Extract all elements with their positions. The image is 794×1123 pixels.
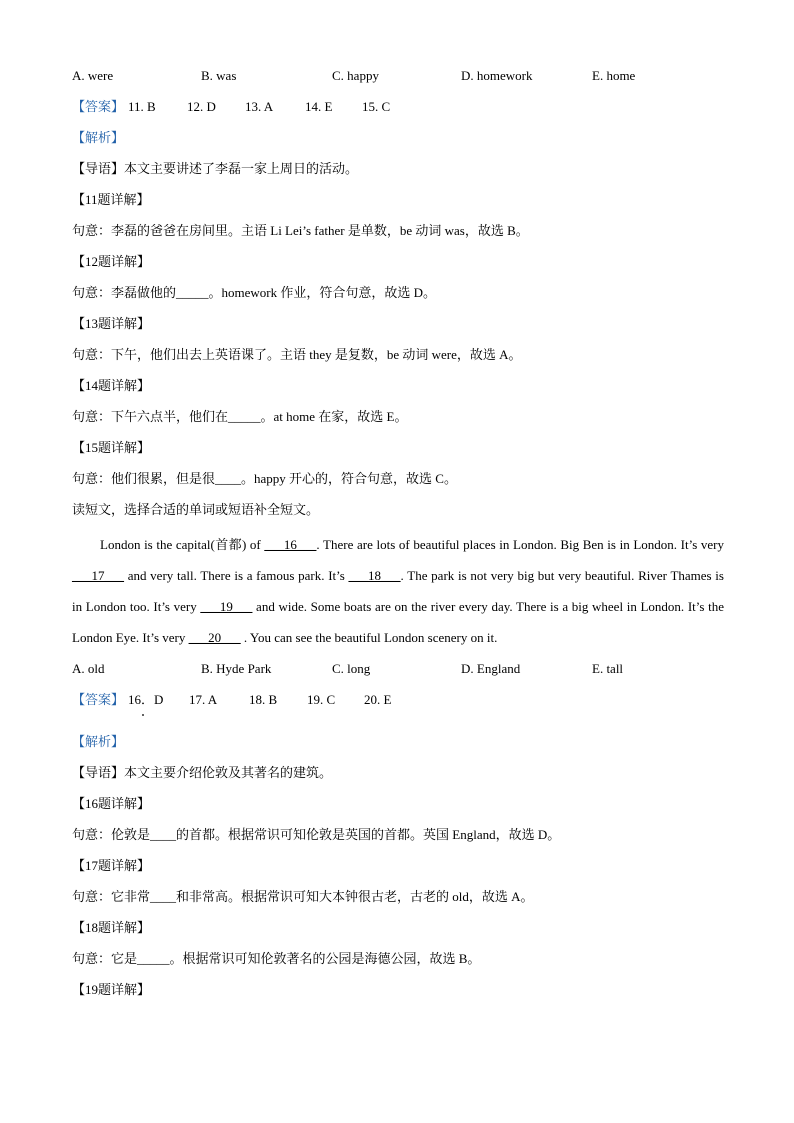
option-a: A. were [72,68,114,83]
detail-text-16 [72,825,560,845]
passage-text: . You can see the beautiful London scenery on it. [240,630,498,645]
answer-tag: 【答案】 [72,99,125,114]
detail-heading-11: 【11题详解】 [72,192,150,207]
answer-item: 14. E [305,99,333,114]
guide-line [72,763,332,783]
detail-text-15 [72,469,457,489]
detail-text-b: 。homework 作业，符合句意，故选 D。 [208,285,437,300]
detail-heading-14: 【14题详解】 [72,378,151,393]
detail-text-a: 句意：他们很累，但是很 [72,471,216,486]
answer-item: 19. C [307,692,336,707]
answer-tag: 【答案】 [72,692,125,707]
answer-item: 11. B [128,99,156,114]
detail-text-b: 。根据常识可知伦敦著名的公园是海德公园，故选 B。 [169,951,481,966]
passage-text: . The park is not very big but very beautiful. River Thames is in London too. It’s very [72,568,724,614]
blank: ____ [150,827,177,842]
detail-heading-17: 【17题详解】 [72,858,151,873]
detail-text-13: 句意：下午，他们出去上英语课了。主语 they 是复数，be 动词 were，故选 A。 [72,347,522,362]
detail-heading-15: 【15题详解】 [72,440,151,455]
blank-18: ___18___ [348,568,401,583]
answer-item: 16．D [128,692,164,707]
answer-item: 15. C [362,99,391,114]
blank: ____ [215,471,242,486]
detail-text-a: 句意：它非常 [72,889,151,904]
detail-text-a: 句意：下午六点半，他们在 [72,409,229,424]
option-e: E. tall [592,661,624,676]
detail-text-11: 句意：李磊的爸爸在房间里。主语 Li Lei’s father 是单数，be 动词 was，故选 B。 [72,223,529,238]
stray-dot [142,714,144,716]
detail-heading-13: 【13题详解】 [72,316,151,331]
option-e: E. home [592,68,636,83]
blank: _____ [176,285,209,300]
answer-item: 17. A [189,692,218,707]
guide-tag: 【导语】 [72,765,125,780]
answer-item: 12. D [187,99,216,114]
detail-text-b: 的首都。根据常识可知伦敦是英国的首都。英国 England，故选 D。 [176,827,561,842]
detail-text-18 [72,949,480,969]
blank-19: ___19___ [200,599,253,614]
analysis-tag: 【解析】 [72,130,125,145]
detail-text-a: 句意：李磊做他的 [72,285,177,300]
detail-heading-12: 【12题详解】 [72,254,151,269]
blank: _____ [137,951,170,966]
detail-heading-16: 【16题详解】 [72,796,151,811]
detail-text-17 [72,887,534,907]
option-a: A. old [72,661,105,676]
detail-text-b: 。happy 开心的，符合句意，故选 C。 [241,471,457,486]
option-d: D. homework [461,68,533,83]
detail-text-b: 和非常高。根据常识可知大本钟很古老，古老的 old，故选 A。 [176,889,534,904]
guide-tag: 【导语】 [72,161,125,176]
option-b: B. was [201,68,237,83]
answer-item: 20. E [364,692,392,707]
passage [72,529,724,653]
detail-text-a: 句意：伦敦是 [72,827,151,842]
guide-line [72,159,358,179]
detail-text-12 [72,283,436,303]
answer-item: 13. A [245,99,274,114]
blank-20: ___20___ [188,630,241,645]
blank: _____ [228,409,261,424]
guide-text: 本文主要讲述了李磊一家上周日的活动。 [124,161,359,176]
blank: ____ [150,889,177,904]
blank-17: ___17___ [72,568,124,583]
option-d: D. England [461,661,521,676]
analysis-tag: 【解析】 [72,734,125,749]
guide-text: 本文主要介绍伦敦及其著名的建筑。 [124,765,333,780]
passage-text: and wide. Some boats are on the river every day. There is a big wheel in London. It’s the London Eye. It’s very [72,599,724,645]
option-b: B. Hyde Park [201,661,272,676]
answer-item: 18. B [249,692,278,707]
instruction: 读短文，选择合适的单词或短语补全短文。 [72,502,320,517]
detail-heading-18: 【18题详解】 [72,920,151,935]
blank-16: ___16___ [264,537,317,552]
detail-heading-19: 【19题详解】 [72,982,151,997]
passage-text: . There are lots of beautiful places in London. Big Ben is in London. It’s very [316,537,724,552]
passage-text: London is the capital(首都) of [100,537,265,552]
option-c: C. happy [332,68,379,83]
detail-text-a: 句意：它是 [72,951,138,966]
option-c: C. long [332,661,371,676]
passage-text: and very tall. There is a famous park. It’s [124,568,349,583]
detail-text-14 [72,407,407,427]
detail-text-b: 。at home 在家，故选 E。 [260,409,408,424]
